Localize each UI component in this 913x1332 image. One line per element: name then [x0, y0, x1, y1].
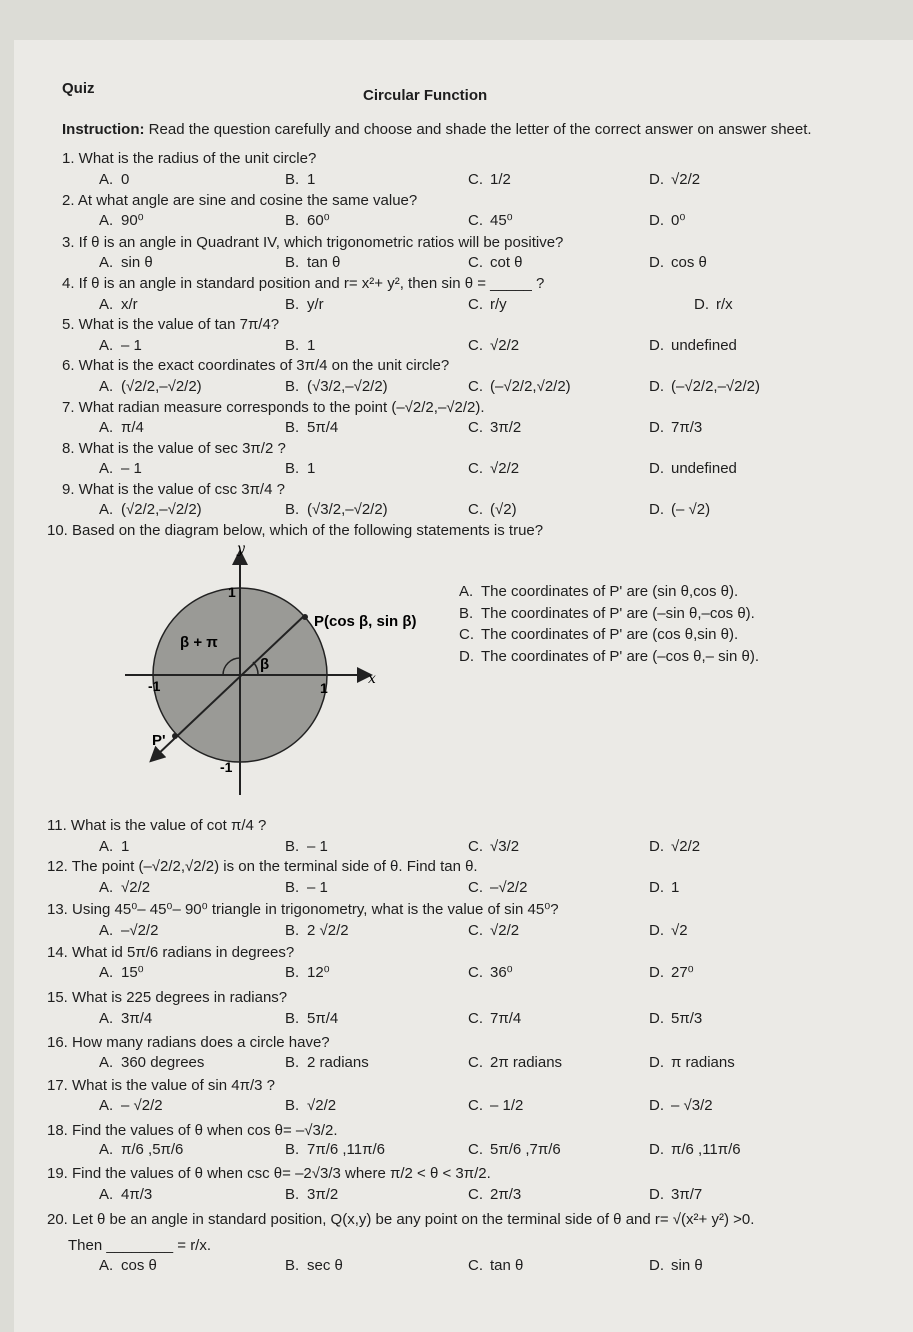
- option-text: 5π/4: [307, 1010, 339, 1027]
- option-letter: D.: [649, 254, 664, 271]
- option-letter: B.: [285, 212, 300, 229]
- q12-option-d[interactable]: [649, 879, 679, 897]
- label-neg-one-bottom: -1: [220, 759, 233, 775]
- q20-then: Then ________ = r/x.: [68, 1237, 212, 1254]
- option-text: The coordinates of P' are (cos θ,sin θ).: [481, 626, 739, 643]
- option-letter: C.: [468, 378, 483, 395]
- q4-option-a[interactable]: [99, 296, 138, 314]
- option-letter: B.: [285, 501, 300, 518]
- option-letter: A.: [99, 1141, 114, 1158]
- question-15: 15. What is 225 degrees in radians?: [47, 989, 288, 1006]
- q9-option-a[interactable]: [99, 501, 202, 519]
- label-one-top: 1: [228, 584, 236, 600]
- q19-option-c[interactable]: [468, 1186, 521, 1204]
- option-text: (– √2): [671, 501, 711, 518]
- option-text: (√2): [490, 501, 517, 518]
- q12-option-b[interactable]: [285, 879, 328, 897]
- question-10: 10. Based on the diagram below, which of the following statements is true?: [47, 522, 544, 539]
- q5-option-c[interactable]: [468, 337, 519, 355]
- option-text: undefined: [671, 460, 737, 477]
- option-letter: B.: [285, 964, 300, 981]
- q18-option-d[interactable]: [649, 1141, 741, 1159]
- option-letter: D.: [649, 1186, 664, 1203]
- option-letter: D.: [649, 838, 664, 855]
- option-letter: B.: [285, 1010, 300, 1027]
- option-letter: A.: [99, 922, 114, 939]
- option-letter: A.: [99, 296, 114, 313]
- q9-option-b[interactable]: [285, 501, 388, 519]
- option-text: 1: [307, 460, 316, 477]
- q10-option-a[interactable]: [459, 583, 738, 601]
- option-text: √2/2: [121, 879, 151, 896]
- option-letter: C.: [468, 501, 483, 518]
- option-letter: C.: [468, 1054, 483, 1071]
- label-p-prime: P': [152, 732, 166, 749]
- option-text: r/x: [716, 296, 733, 313]
- option-text: – 1: [121, 337, 142, 354]
- question-12: 12. The point (–√2/2,√2/2) is on the terminal side of θ. Find tan θ.: [47, 858, 478, 875]
- option-letter: D.: [649, 337, 664, 354]
- label-p: P(cos β, sin β): [314, 613, 417, 630]
- x-label: x: [368, 671, 376, 687]
- q14-option-a[interactable]: [99, 964, 144, 982]
- q15-option-a[interactable]: [99, 1010, 152, 1028]
- q11-option-a[interactable]: [99, 838, 129, 856]
- q18-option-b[interactable]: [285, 1141, 385, 1159]
- option-text: √2/2: [490, 922, 520, 939]
- option-text: π/6 ,11π/6: [671, 1141, 741, 1158]
- question-17: 17. What is the value of sin 4π/3 ?: [47, 1077, 275, 1094]
- option-letter: C.: [459, 626, 474, 643]
- q2-option-b[interactable]: [285, 212, 330, 230]
- question-13: 13. Using 45⁰– 45⁰– 90⁰ triangle in trigonometry, what is the value of sin 45⁰?: [47, 901, 559, 918]
- option-text: r/y: [490, 296, 507, 313]
- option-letter: B.: [285, 838, 300, 855]
- option-text: 3π/2: [307, 1186, 339, 1203]
- option-letter: C.: [468, 419, 483, 436]
- q4-option-d[interactable]: [694, 296, 733, 314]
- question-19: 19. Find the values of θ when csc θ= –2√3/3 where π/2 < θ < 3π/2.: [47, 1165, 491, 1182]
- q1-option-a[interactable]: [99, 171, 129, 189]
- option-text: – √3/2: [671, 1097, 713, 1114]
- label-beta: β: [260, 656, 270, 673]
- option-letter: A.: [99, 460, 114, 477]
- q6-option-d[interactable]: [649, 378, 760, 396]
- option-text: (–√2/2,–√2/2): [671, 378, 761, 395]
- option-text: 3π/2: [490, 419, 522, 436]
- option-text: 60⁰: [307, 212, 330, 229]
- option-text: (–√2/2,√2/2): [490, 378, 571, 395]
- option-text: 12⁰: [307, 964, 330, 981]
- option-letter: C.: [468, 337, 483, 354]
- q7-option-a[interactable]: [99, 419, 144, 437]
- option-letter: D.: [649, 460, 664, 477]
- option-letter: C.: [468, 1257, 483, 1274]
- option-text: 360 degrees: [121, 1054, 205, 1071]
- q16-option-a[interactable]: [99, 1054, 204, 1072]
- question-5: 5. What is the value of tan 7π/4?: [62, 316, 280, 333]
- question-3: 3. If θ is an angle in Quadrant IV, which trigonometric ratios will be positive?: [62, 234, 564, 251]
- option-text: 7π/4: [490, 1010, 522, 1027]
- option-letter: D.: [694, 296, 709, 313]
- option-letter: D.: [649, 501, 664, 518]
- option-text: 7π/6 ,11π/6: [307, 1141, 385, 1158]
- option-letter: B.: [285, 460, 300, 477]
- option-text: π/4: [121, 419, 144, 436]
- option-text: (√3/2,–√2/2): [307, 378, 388, 395]
- option-letter: A.: [99, 171, 114, 188]
- option-letter: C.: [468, 879, 483, 896]
- option-letter: D.: [459, 648, 474, 665]
- instruction-text: Read the question carefully and choose and shade the letter of the correct answer on answer sheet.: [148, 121, 812, 138]
- option-letter: B.: [285, 1141, 300, 1158]
- option-letter: B.: [459, 605, 474, 622]
- option-text: – 1: [307, 879, 328, 896]
- option-letter: A.: [99, 212, 114, 229]
- option-text: 3π/7: [671, 1186, 703, 1203]
- q8-option-d[interactable]: [649, 460, 737, 478]
- option-letter: D.: [649, 1097, 664, 1114]
- option-text: 1: [307, 337, 316, 354]
- option-text: (√2/2,–√2/2): [121, 378, 202, 395]
- option-text: √2/2: [671, 171, 701, 188]
- option-text: 90⁰: [121, 212, 144, 229]
- option-letter: C.: [468, 1097, 483, 1114]
- q17-option-b[interactable]: [285, 1097, 336, 1115]
- option-letter: D.: [649, 171, 664, 188]
- option-letter: B.: [285, 1054, 300, 1071]
- q15-option-c[interactable]: [468, 1010, 521, 1028]
- option-text: The coordinates of P' are (sin θ,cos θ).: [481, 583, 739, 600]
- option-letter: A.: [99, 964, 114, 981]
- option-text: 15⁰: [121, 964, 144, 981]
- q19-option-a[interactable]: [99, 1186, 152, 1204]
- option-letter: C.: [468, 212, 483, 229]
- q7-option-c[interactable]: [468, 419, 521, 437]
- option-text: 5π/6 ,7π/6: [490, 1141, 561, 1158]
- option-letter: B.: [285, 1097, 300, 1114]
- label-one-right: 1: [320, 680, 328, 696]
- label-neg-one-left: -1: [148, 678, 161, 694]
- q10-option-b[interactable]: [459, 605, 755, 623]
- q3-option-b[interactable]: [285, 254, 340, 272]
- q17-option-d[interactable]: [649, 1097, 713, 1115]
- option-text: 0: [121, 171, 130, 188]
- q15-option-b[interactable]: [285, 1010, 338, 1028]
- option-text: 0⁰: [671, 212, 686, 229]
- option-text: π/6 ,5π/6: [121, 1141, 184, 1158]
- label-beta-pi: β + π: [180, 634, 218, 651]
- option-letter: D.: [649, 1257, 664, 1274]
- option-text: 2 √2/2: [307, 922, 349, 939]
- q13-option-c[interactable]: [468, 922, 519, 940]
- q10-option-c[interactable]: [459, 626, 738, 644]
- option-letter: D.: [649, 1054, 664, 1071]
- option-text: 4π/3: [121, 1186, 153, 1203]
- option-text: 5π/3: [671, 1010, 703, 1027]
- option-text: 36⁰: [490, 964, 513, 981]
- option-text: – 1: [307, 838, 328, 855]
- option-text: The coordinates of P' are (–cos θ,– sin θ).: [481, 648, 760, 665]
- option-text: – 1: [121, 460, 142, 477]
- q20-option-d[interactable]: [649, 1257, 703, 1275]
- q1-option-c[interactable]: [468, 171, 511, 189]
- q11-option-c[interactable]: [468, 838, 519, 856]
- option-text: undefined: [671, 337, 737, 354]
- option-letter: B.: [285, 171, 300, 188]
- option-text: 27⁰: [671, 964, 694, 981]
- option-text: cot θ: [490, 254, 523, 271]
- q6-option-a[interactable]: [99, 378, 202, 396]
- instruction-label: Instruction:: [62, 121, 145, 138]
- option-text: 1: [307, 171, 316, 188]
- q9-option-c[interactable]: [468, 501, 517, 519]
- option-letter: A.: [99, 1257, 114, 1274]
- q8-option-b[interactable]: [285, 460, 315, 478]
- option-text: cos θ: [671, 254, 707, 271]
- option-letter: C.: [468, 922, 483, 939]
- option-text: cos θ: [121, 1257, 157, 1274]
- option-text: 2π radians: [490, 1054, 563, 1071]
- q16-option-d[interactable]: [649, 1054, 735, 1072]
- option-text: 1/2: [490, 171, 511, 188]
- q13-option-a[interactable]: [99, 922, 158, 940]
- option-text: x/r: [121, 296, 138, 313]
- question-16: 16. How many radians does a circle have?: [47, 1034, 330, 1051]
- option-text: 7π/3: [671, 419, 703, 436]
- q17-option-c[interactable]: [468, 1097, 523, 1115]
- option-text: y/r: [307, 296, 324, 313]
- question-6: 6. What is the exact coordinates of 3π/4 on the unit circle?: [62, 357, 450, 374]
- q1-option-d[interactable]: [649, 171, 700, 189]
- option-text: √3/2: [490, 838, 520, 855]
- option-letter: D.: [649, 879, 664, 896]
- q12-option-c[interactable]: [468, 879, 527, 897]
- option-letter: A.: [99, 1097, 114, 1114]
- option-letter: C.: [468, 964, 483, 981]
- q19-option-b[interactable]: [285, 1186, 338, 1204]
- option-text: – √2/2: [121, 1097, 163, 1114]
- question-8: 8. What is the value of sec 3π/2 ?: [62, 440, 286, 457]
- option-text: π radians: [671, 1054, 735, 1071]
- q19-option-d[interactable]: [649, 1186, 702, 1204]
- q16-option-c[interactable]: [468, 1054, 562, 1072]
- option-letter: B.: [285, 254, 300, 271]
- option-letter: D.: [649, 1010, 664, 1027]
- q16-option-b[interactable]: [285, 1054, 369, 1072]
- option-letter: A.: [459, 583, 474, 600]
- option-letter: B.: [285, 1186, 300, 1203]
- option-letter: B.: [285, 296, 300, 313]
- q8-option-a[interactable]: [99, 460, 142, 478]
- option-text: √2/2: [490, 460, 520, 477]
- option-letter: D.: [649, 212, 664, 229]
- q13-option-b[interactable]: [285, 922, 349, 940]
- option-letter: B.: [285, 337, 300, 354]
- q12-option-a[interactable]: [99, 879, 150, 897]
- option-text: sin θ: [671, 1257, 703, 1274]
- option-letter: B.: [285, 879, 300, 896]
- option-text: –√2/2: [490, 879, 528, 896]
- option-letter: C.: [468, 1141, 483, 1158]
- q5-option-a[interactable]: [99, 337, 142, 355]
- option-letter: D.: [649, 378, 664, 395]
- y-label: y: [237, 541, 245, 557]
- option-text: 1: [671, 879, 680, 896]
- option-letter: A.: [99, 879, 114, 896]
- question-9: 9. What is the value of csc 3π/4 ?: [62, 481, 285, 498]
- q15-option-d[interactable]: [649, 1010, 702, 1028]
- option-text: The coordinates of P' are (–sin θ,–cos θ).: [481, 605, 755, 622]
- point-p-prime: [172, 733, 178, 739]
- q1-option-b[interactable]: [285, 171, 315, 189]
- q18-option-a[interactable]: [99, 1141, 183, 1159]
- option-letter: A.: [99, 378, 114, 395]
- q2-option-a[interactable]: [99, 212, 144, 230]
- option-letter: C.: [468, 171, 483, 188]
- option-letter: A.: [99, 337, 114, 354]
- unit-circle-diagram: [110, 541, 417, 805]
- option-text: tan θ: [490, 1257, 524, 1274]
- option-text: (√3/2,–√2/2): [307, 501, 388, 518]
- q5-option-b[interactable]: [285, 337, 315, 355]
- q14-option-d[interactable]: [649, 964, 694, 982]
- option-text: –√2/2: [121, 922, 159, 939]
- point-p: [302, 614, 308, 620]
- option-letter: B.: [285, 922, 300, 939]
- q3-option-d[interactable]: [649, 254, 707, 272]
- option-text: √2/2: [671, 838, 701, 855]
- option-letter: A.: [99, 501, 114, 518]
- option-letter: A.: [99, 419, 114, 436]
- option-letter: C.: [468, 1010, 483, 1027]
- option-text: 2 radians: [307, 1054, 369, 1071]
- option-text: – 1/2: [490, 1097, 524, 1114]
- q10-option-d[interactable]: [459, 648, 759, 666]
- q6-option-b[interactable]: [285, 378, 388, 396]
- option-letter: C.: [468, 1186, 483, 1203]
- question-2: 2. At what angle are sine and cosine the same value?: [62, 192, 418, 209]
- option-letter: C.: [468, 254, 483, 271]
- q11-option-b[interactable]: [285, 838, 328, 856]
- option-letter: C.: [468, 460, 483, 477]
- q5-option-d[interactable]: [649, 337, 737, 355]
- option-text: sec θ: [307, 1257, 343, 1274]
- q13-option-d[interactable]: [649, 922, 688, 940]
- question-4: 4. If θ is an angle in standard position and r= x²+ y², then sin θ = _____ ?: [62, 275, 545, 292]
- option-letter: D.: [649, 1141, 664, 1158]
- option-letter: A.: [99, 1054, 114, 1071]
- option-text: 5π/4: [307, 419, 339, 436]
- question-7: 7. What radian measure corresponds to the point (–√2/2,–√2/2).: [62, 399, 485, 416]
- option-text: √2/2: [307, 1097, 337, 1114]
- instruction: [62, 121, 812, 139]
- q4-option-c[interactable]: [468, 296, 507, 314]
- q18-option-c[interactable]: [468, 1141, 561, 1159]
- q17-option-a[interactable]: [99, 1097, 163, 1115]
- option-letter: A.: [99, 838, 114, 855]
- q11-option-d[interactable]: [649, 838, 700, 856]
- q2-option-c[interactable]: [468, 212, 513, 230]
- question-11: 11. What is the value of cot π/4 ?: [47, 817, 267, 834]
- option-letter: D.: [649, 964, 664, 981]
- q20-option-a[interactable]: [99, 1257, 157, 1275]
- q3-option-c[interactable]: [468, 254, 523, 272]
- q20-option-c[interactable]: [468, 1257, 523, 1275]
- option-text: 3π/4: [121, 1010, 153, 1027]
- option-text: √2: [671, 922, 688, 939]
- q4-option-b[interactable]: [285, 296, 324, 314]
- option-text: sin θ: [121, 254, 153, 271]
- quiz-label: Quiz: [62, 80, 95, 97]
- option-text: tan θ: [307, 254, 341, 271]
- q7-option-d[interactable]: [649, 419, 702, 437]
- option-letter: D.: [649, 922, 664, 939]
- option-letter: A.: [99, 1010, 114, 1027]
- q14-option-b[interactable]: [285, 964, 330, 982]
- option-letter: B.: [285, 378, 300, 395]
- q14-option-c[interactable]: [468, 964, 513, 982]
- q2-option-d[interactable]: [649, 212, 685, 230]
- q8-option-c[interactable]: [468, 460, 519, 478]
- option-text: √2/2: [490, 337, 520, 354]
- option-letter: B.: [285, 1257, 300, 1274]
- page-title: Circular Function: [363, 87, 488, 104]
- question-14: 14. What id 5π/6 radians in degrees?: [47, 944, 295, 961]
- option-letter: D.: [649, 419, 664, 436]
- option-letter: C.: [468, 838, 483, 855]
- option-text: 2π/3: [490, 1186, 522, 1203]
- option-letter: A.: [99, 1186, 114, 1203]
- option-letter: B.: [285, 419, 300, 436]
- option-text: (√2/2,–√2/2): [121, 501, 202, 518]
- option-letter: C.: [468, 296, 483, 313]
- q6-option-c[interactable]: [468, 378, 571, 396]
- q7-option-b[interactable]: [285, 419, 338, 437]
- q20-option-b[interactable]: [285, 1257, 343, 1275]
- option-letter: A.: [99, 254, 114, 271]
- option-text: 1: [121, 838, 130, 855]
- q3-option-a[interactable]: [99, 254, 153, 272]
- question-18: 18. Find the values of θ when cos θ= –√3/2.: [47, 1122, 338, 1139]
- question-20: 20. Let θ be an angle in standard position, Q(x,y) be any point on the terminal side of θ and r= √(x²+ y²) >0.: [47, 1211, 755, 1228]
- option-text: 45⁰: [490, 212, 513, 229]
- q9-option-d[interactable]: [649, 501, 710, 519]
- question-1: 1. What is the radius of the unit circle?: [62, 150, 317, 167]
